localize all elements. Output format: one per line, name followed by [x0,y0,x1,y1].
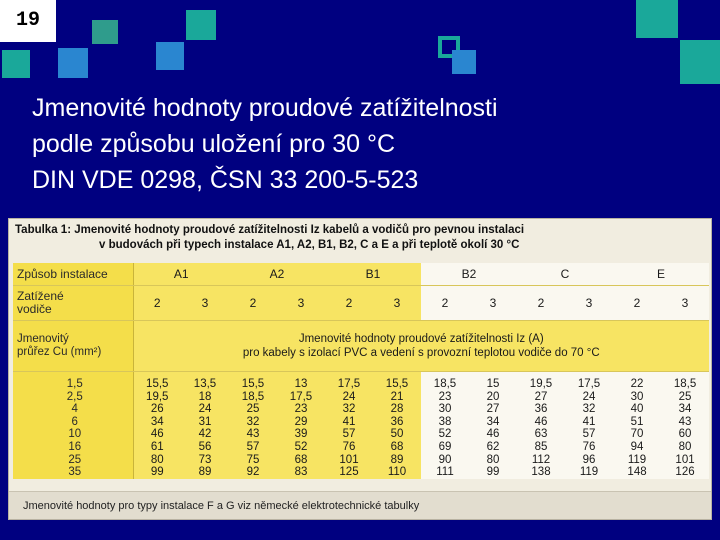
value-column [661,372,709,479]
ampacity-value: 21 [390,390,404,403]
ampacity-value: 25 [246,403,260,416]
table-image [8,218,712,520]
ampacity-value: 13 [294,378,308,390]
ampacity-value: 24 [342,390,356,403]
ampacity-value: 63 [534,428,548,441]
ampacity-value: 61 [150,440,164,453]
value-column [325,372,373,479]
loaded-cell: 2 [517,286,565,321]
ampacity-value: 111 [436,466,454,479]
row-label-method: Způsob instalace [13,263,133,286]
value-column [133,372,181,479]
ampacity-value: 80 [150,453,164,466]
ampacity-value: 80 [678,440,692,453]
cross-section-value: 16 [68,440,82,453]
value-column [373,372,421,479]
loaded-cell: 3 [661,286,709,321]
ampacity-value: 17,5 [337,378,361,390]
ampacity-value: 46 [534,415,548,428]
ampacity-value: 32 [582,403,596,416]
value-column [565,372,613,479]
ampacity-value: 32 [246,415,260,428]
ampacity-value: 52 [294,440,308,453]
decor-square [2,50,30,78]
ampacity-value: 24 [198,403,212,416]
ampacity-value: 57 [582,428,596,441]
ampacity-value: 43 [678,415,692,428]
ampacity-value: 51 [630,415,644,428]
ampacity-value: 125 [339,466,359,479]
ampacity-value: 76 [342,440,356,453]
ampacity-value: 126 [675,466,695,479]
ampacity-value: 138 [531,466,551,479]
ampacity-value: 50 [390,428,404,441]
decor-square [58,48,88,78]
ampacity-value: 92 [246,466,260,479]
ampacity-value: 19,5 [146,390,169,403]
decor-square [156,42,184,70]
ampacity-header: Jmenovité hodnoty proudové zatížitelnosti Iz (A) pro kabely s izolací PVC a vedení s provozní teplotou vodiče do 70 °C [133,321,709,372]
cross-section-value: 1,5 [66,378,83,390]
ampacity-value: 30 [438,403,452,416]
row-label-cross-section: Jmenovitý průřez Cu (mm²) [13,321,133,372]
ampacity-value: 68 [390,440,404,453]
ampacity-value: 18,5 [241,390,265,403]
ampacity-value: 20 [486,390,500,403]
ampacity-value: 101 [339,453,359,466]
ampacity-value: 32 [342,403,356,416]
method-cell: A2 [229,263,325,286]
cross-section-value: 35 [68,466,82,479]
ampacity-value: 119 [627,453,647,466]
loaded-cell: 3 [469,286,517,321]
method-row [13,263,709,286]
loaded-cell: 2 [613,286,661,321]
loaded-cell: 3 [565,286,613,321]
ampacity-value: 28 [390,403,404,416]
slide-title-line: Jmenovité hodnoty proudové zatížitelnosti [32,94,498,122]
header-row [13,321,709,372]
ampacity-value: 89 [198,466,212,479]
ampacity-value: 83 [294,466,308,479]
ampacity-value: 70 [630,428,644,441]
ampacity-value: 60 [678,428,692,441]
loaded-conductors-row [13,286,709,321]
ampacity-value: 36 [390,415,404,428]
slide-title-line: DIN VDE 0298, ČSN 33 200-5-523 [32,166,419,194]
ampacity-value: 38 [438,415,452,428]
ampacity-value: 17,5 [577,378,601,390]
cross-section-value: 4 [71,403,78,416]
ampacity-value: 34 [678,403,692,416]
table-footnote: Jmenovité hodnoty pro typy instalace F a G viz německé elektrotechnické tabulky [9,491,712,519]
ampacity-value: 18,5 [433,378,457,390]
table-heading-line: Tabulka 1: Jmenovité hodnoty proudové zatížitelnosti Iz kabelů a vodičů pro pevnou instalaci [15,224,525,236]
loaded-cell: 3 [181,286,229,321]
cross-section-value: 25 [68,453,82,466]
cross-section-list [13,372,133,479]
data-row [13,372,709,479]
ampacity-value: 57 [342,428,356,441]
ampacity-value: 99 [486,466,500,479]
ampacity-value: 52 [438,428,452,441]
ampacity-value: 31 [198,415,212,428]
slide-number: 19 [0,0,56,42]
cross-section-value: 10 [68,428,82,441]
ampacity-value: 25 [678,390,692,403]
ampacity-value: 15 [486,378,500,390]
ampacity-table [13,263,709,479]
ampacity-value: 24 [582,390,596,403]
slide-title [32,90,692,198]
ampacity-value: 99 [150,466,164,479]
ampacity-value: 23 [438,390,452,403]
ampacity-value: 13,5 [193,378,217,390]
ampacity-value: 23 [294,403,308,416]
decor-square [636,0,678,38]
table-heading-line: v budovách při typech instalace A1, A2, B1, B2, C a E a při teplotě okolí 30 °C [99,239,520,251]
ampacity-value: 18 [198,390,212,403]
ampacity-value: 46 [486,428,500,441]
ampacity-value: 15,5 [385,378,409,390]
ampacity-value: 34 [150,415,164,428]
decor-square [680,40,720,84]
ampacity-value: 85 [534,440,548,453]
cross-section-value: 2,5 [66,390,83,403]
ampacity-value: 19,5 [529,378,553,390]
loaded-cell: 2 [133,286,181,321]
ampacity-value: 17,5 [289,390,313,403]
ampacity-value: 36 [534,403,548,416]
loaded-cell: 3 [373,286,421,321]
method-cell: B1 [325,263,421,286]
ampacity-value: 94 [630,440,644,453]
ampacity-value: 119 [579,466,599,479]
value-column [277,372,325,479]
ampacity-value: 43 [246,428,260,441]
ampacity-value: 101 [675,453,695,466]
decor-square [452,50,476,74]
ampacity-value: 69 [438,440,452,453]
ampacity-value: 39 [294,428,308,441]
value-column [229,372,277,479]
ampacity-value: 42 [198,428,212,441]
method-cell: C [517,263,613,286]
ampacity-value: 15,5 [146,378,169,390]
ampacity-value: 75 [246,453,260,466]
method-cell: B2 [421,263,517,286]
row-label-loaded: Zatížené vodiče [13,286,133,321]
value-column [181,372,229,479]
ampacity-value: 26 [150,403,164,416]
method-cell: E [613,263,709,286]
table-heading [15,223,705,253]
value-column [613,372,661,479]
ampacity-value: 96 [582,453,596,466]
ampacity-value: 41 [582,415,596,428]
ampacity-value: 15,5 [241,378,265,390]
value-column [421,372,469,479]
ampacity-value: 73 [198,453,212,466]
loaded-cell: 3 [277,286,325,321]
ampacity-value: 112 [531,453,551,466]
slide-title-line: podle způsobu uložení pro 30 °C [32,130,396,158]
ampacity-value: 56 [198,440,212,453]
ampacity-value: 57 [246,440,260,453]
ampacity-value: 40 [630,403,644,416]
ampacity-value: 76 [582,440,596,453]
ampacity-value: 34 [486,415,500,428]
ampacity-value: 29 [294,415,308,428]
value-column [517,372,565,479]
method-cell: A1 [133,263,229,286]
ampacity-value: 80 [486,453,500,466]
decor-square [186,10,216,40]
cross-section-value: 6 [71,415,78,428]
ampacity-value: 22 [630,378,644,390]
ampacity-value: 89 [390,453,404,466]
loaded-cell: 2 [229,286,277,321]
ampacity-value: 90 [438,453,452,466]
decor-square [92,20,118,44]
ampacity-value: 41 [342,415,356,428]
ampacity-value: 62 [486,440,500,453]
ampacity-value: 18,5 [673,378,697,390]
ampacity-value: 27 [486,403,500,416]
loaded-cell: 2 [325,286,373,321]
ampacity-value: 68 [294,453,308,466]
ampacity-value: 27 [534,390,548,403]
ampacity-value: 46 [150,428,164,441]
ampacity-value: 30 [630,390,644,403]
loaded-cell: 2 [421,286,469,321]
ampacity-value: 110 [387,466,407,479]
value-column [469,372,517,479]
ampacity-value: 148 [627,466,647,479]
